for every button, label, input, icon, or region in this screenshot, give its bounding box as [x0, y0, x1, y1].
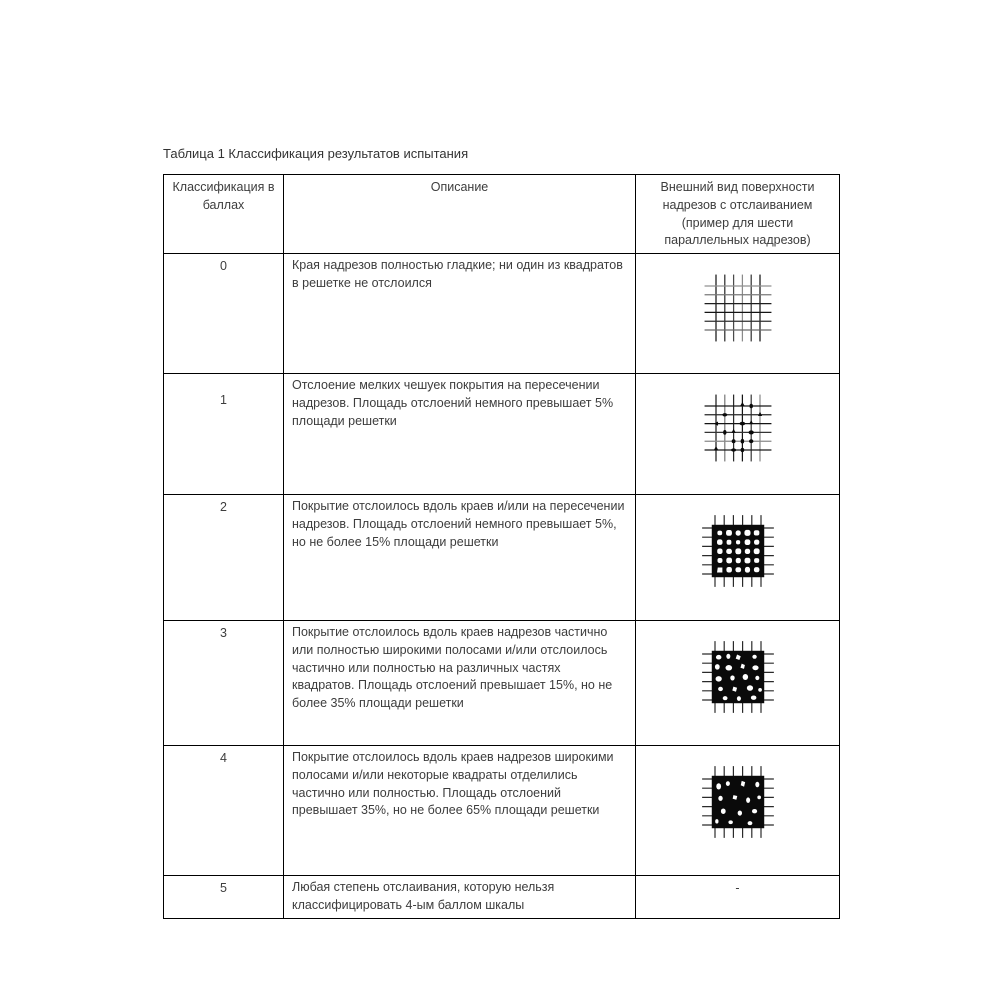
- appearance-cell: [636, 495, 840, 621]
- table-row-score-5: [164, 876, 840, 919]
- crosscut-grid-peel-5-15-image: [692, 505, 784, 597]
- appearance-cell: [636, 374, 840, 495]
- description-text: Любая степень отслаивания, которую нельзя классифицировать 4-ым баллом шкалы: [284, 876, 636, 919]
- table-row-score-4: [164, 746, 840, 876]
- classification-table: [163, 174, 840, 919]
- appearance-cell: [636, 621, 840, 746]
- table-title: Таблица 1 Классификация результатов испытания: [163, 146, 469, 161]
- score-value: 0: [164, 254, 284, 374]
- score-value: 3: [164, 621, 284, 746]
- crosscut-grid-small-flakes-image: [694, 384, 782, 472]
- description-text: Края надрезов полностью гладкие; ни один из квадратов в решетке не отслоился: [284, 254, 636, 374]
- description-text: Отслоение мелких чешуек покрытия на пересечении надрезов. Площадь отслоений немного превышает 5% площади решетки: [284, 374, 636, 495]
- crosscut-grid-clean-image: [694, 264, 782, 352]
- appearance-cell: -: [636, 876, 840, 919]
- table-row-score-0: [164, 254, 840, 374]
- description-text: Покрытие отслоилось вдоль краев и/или на пересечении надрезов. Площадь отслоений немного превышает 5%, но не более 15% площади решетки: [284, 495, 636, 621]
- score-value: 5: [164, 876, 284, 919]
- table-row-score-2: [164, 495, 840, 621]
- score-value: 1: [164, 374, 284, 495]
- table-row-score-3: [164, 621, 840, 746]
- description-text: Покрытие отслоилось вдоль краев надрезов широкими полосами и/или некоторые квадраты отделились частично или полностью. Площадь отслоений превышает 35%, но не более 65% площади решетки: [284, 746, 636, 876]
- appearance-cell: [636, 254, 840, 374]
- score-value: 2: [164, 495, 284, 621]
- description-text: Покрытие отслоилось вдоль краев надрезов частично или полностью широкими полосами и/или отслоилось частично или полностью на различных частях квадратов. Площадь отслоений превышает 15%, но не более 35% площади решетки: [284, 621, 636, 746]
- score-value: 4: [164, 746, 284, 876]
- header-row: [164, 175, 840, 254]
- header-appearance-column: Внешний вид поверхности надрезов с отслаиванием (пример для шести параллельных надрезов): [636, 175, 840, 254]
- crosscut-grid-peel-35-65-image: [692, 756, 784, 848]
- header-description-column: Описание: [284, 175, 636, 254]
- appearance-cell: [636, 746, 840, 876]
- header-score-column: Классификация в баллах: [164, 175, 284, 254]
- table-row-score-1: [164, 374, 840, 495]
- crosscut-grid-peel-15-35-image: [692, 631, 784, 723]
